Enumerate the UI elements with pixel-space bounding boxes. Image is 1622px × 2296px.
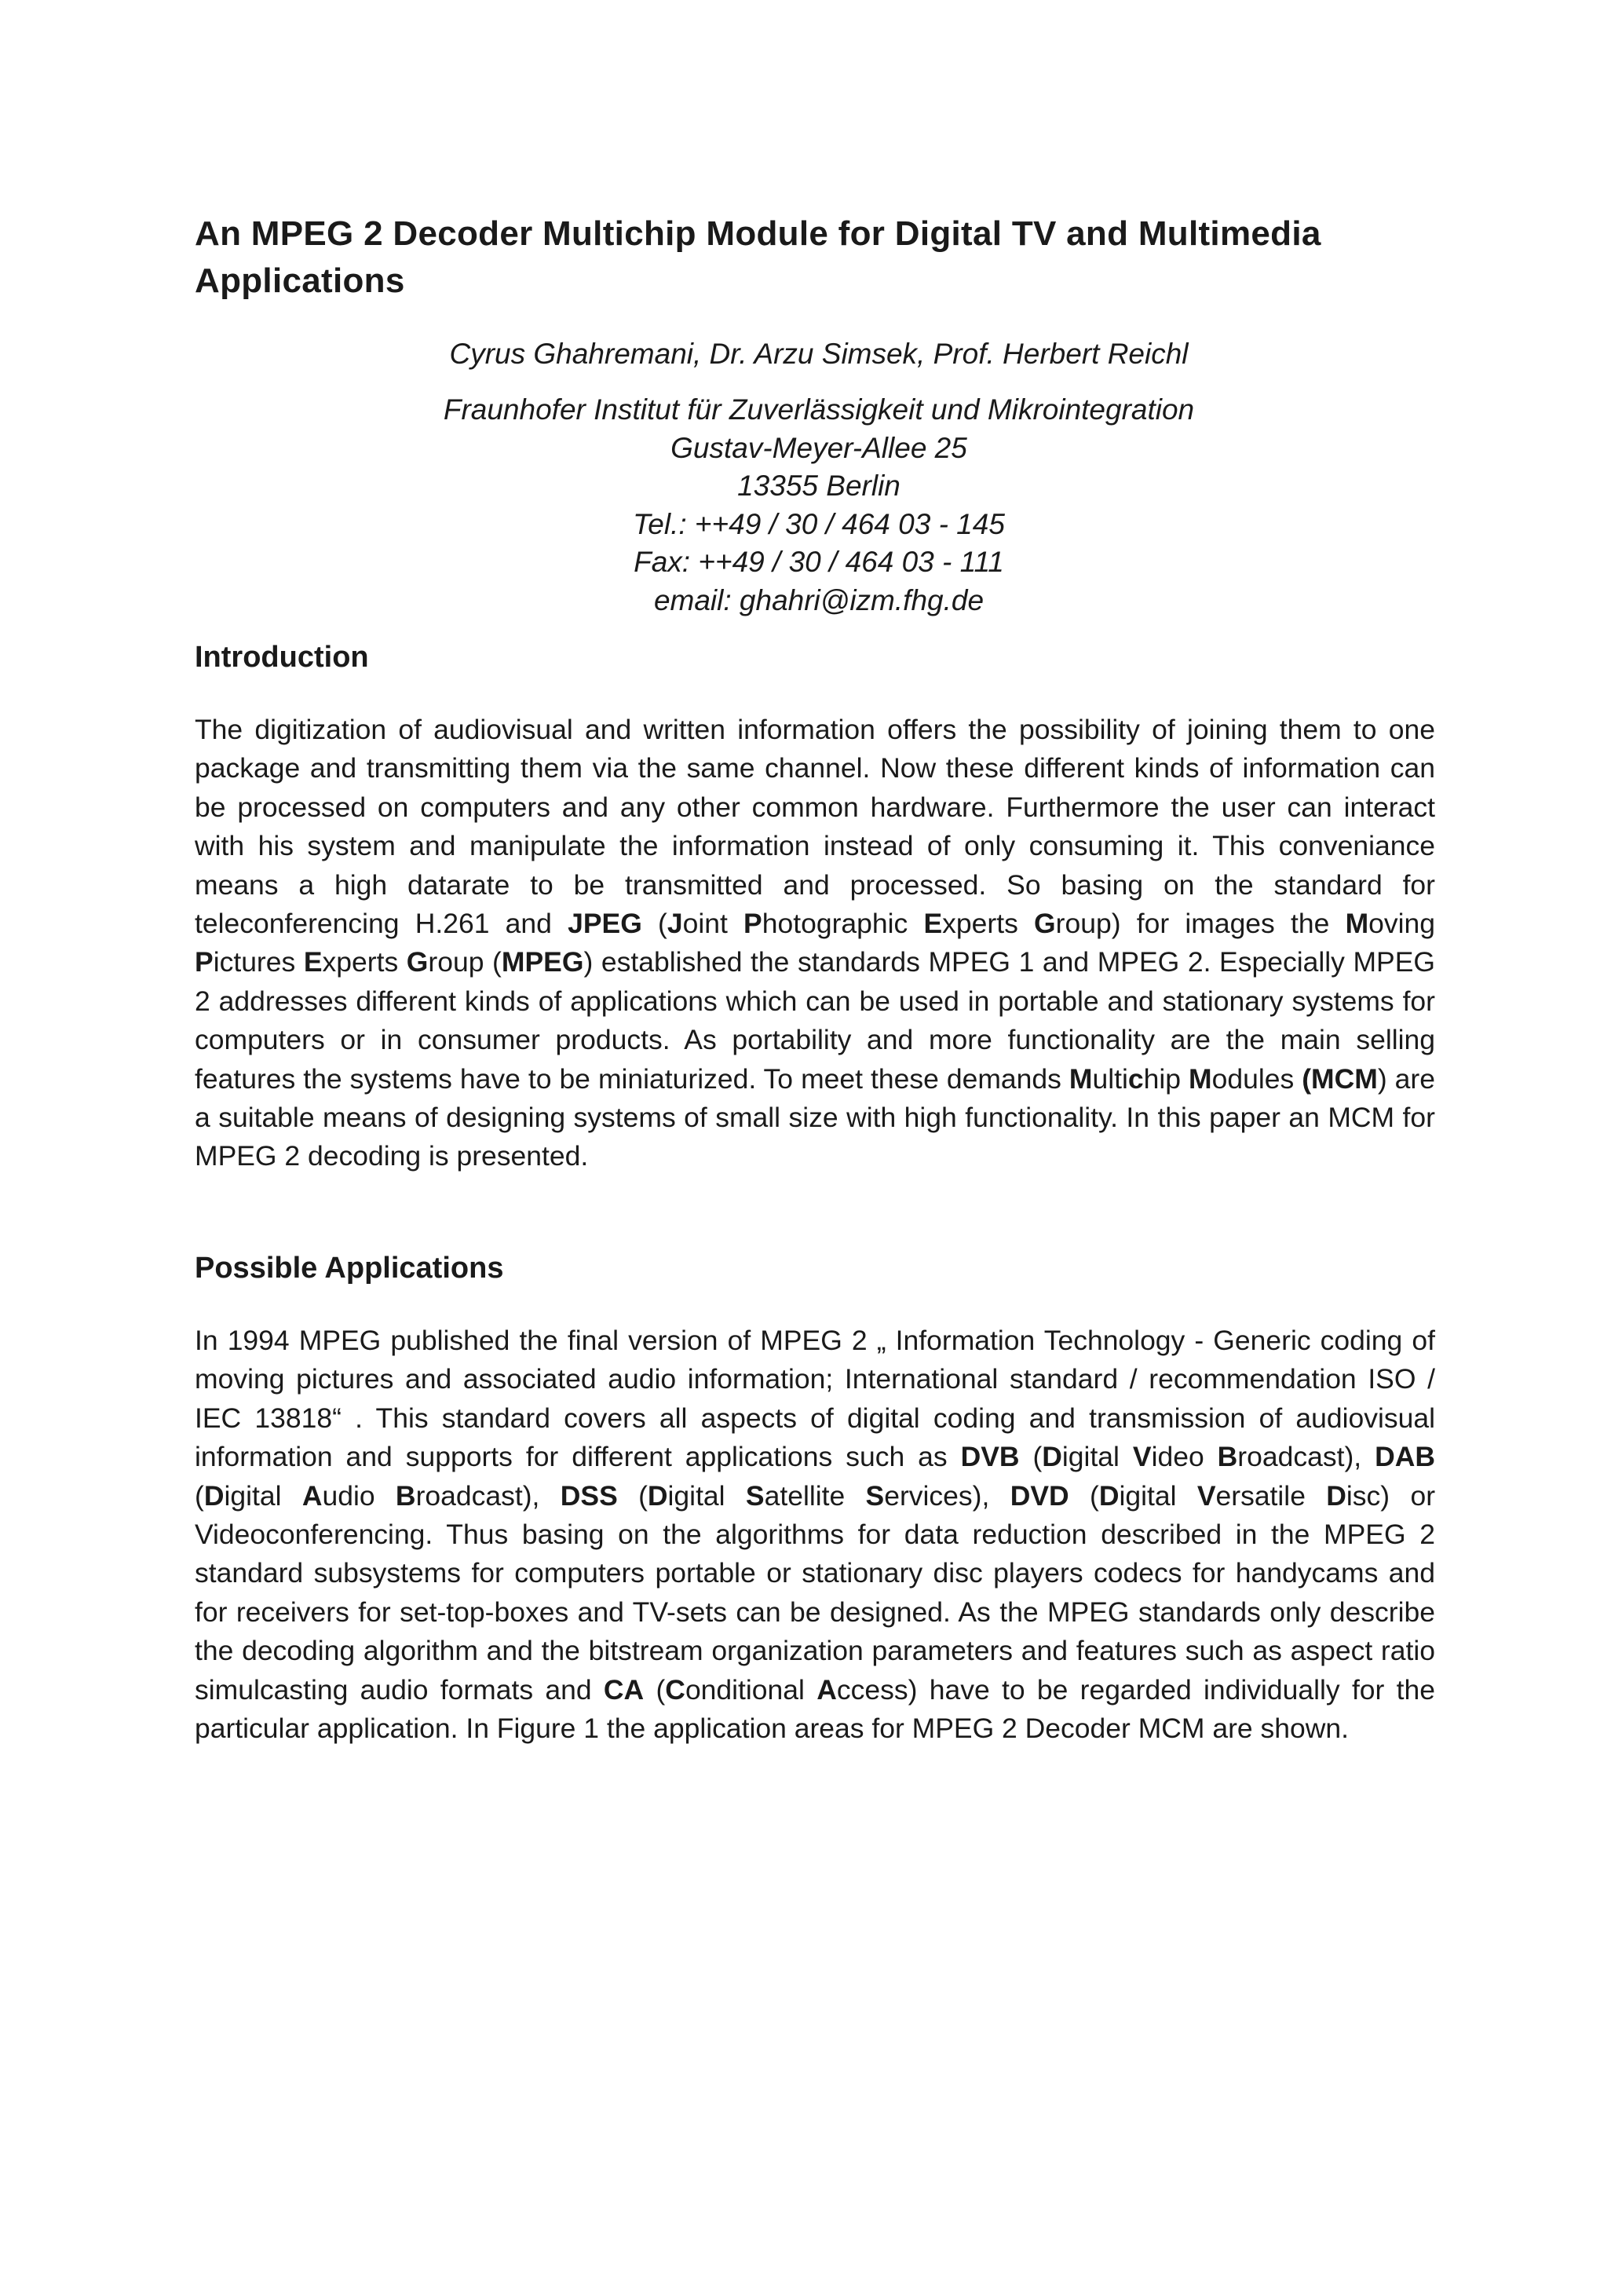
section-heading-possible-applications: Possible Applications <box>195 1252 504 1285</box>
institute-name: Fraunhofer Institut für Zuverlässigkeit und Mikrointegration <box>443 393 1195 426</box>
section-heading-introduction: Introduction <box>195 641 369 674</box>
email: email: ghahri@izm.fhg.de <box>653 583 985 616</box>
telephone: Tel.: ++49 / 30 / 464 03 - 145 <box>633 507 1005 540</box>
authors: Cyrus Ghahremani, Dr. Arzu Simsek, Prof. Herbert Reichl <box>449 338 1189 370</box>
applications-paragraph: In 1994 MPEG published the final version of MPEG 2 „ Information Technology - Generic coding of moving pictures and associated audio information; International standard / recommendation ISO / IEC 13818“ . This standard covers all aspects of digital coding and transmission of audiovisual information and supports for different applications such as DVB (Digital Video Broadcast), DAB (Digital Audio Broadcast), DSS (Digital Satellite Services), DVD (Digital Versatile Disc) or Videoconferencing. Thus basing on the algorithms for data reduction described in the MPEG 2 standard subsystems for computers portable or stationary disc players codecs for handycams and for receivers for set-top-boxes and TV-sets can be designed. As the MPEG standards only describe the decoding algorithm and the bitstream organization parameters and features such as aspect ratio simulcasting audio formats and CA (Conditional Access) have to be regarded individually for the particular application. In Figure 1 the application areas for MPEG 2 Decoder MCM are shown. <box>195 1325 1436 1745</box>
city: 13355 Berlin <box>737 470 901 502</box>
fax: Fax: ++49 / 30 / 464 03 - 111 <box>634 546 1004 578</box>
paper-title: An MPEG 2 Decoder Multichip Module for Digital TV and Multimedia Applications <box>195 214 1321 300</box>
introduction-paragraph: The digitization of audiovisual and written information offers the possibility of joining them to one package and transmitting them via the same channel. Now these different kinds of information can be processed on computers and any other common hardware. Furthermore the user can interact with his system and manipulate the information instead of only consuming it. This conveniance means a high datarate to be transmitted and processed. So basing on the standard for teleconferencing H.261 and JPEG (Joint Photographic Experts Group) for images the Moving Pictures Experts Group (MPEG) established the standards MPEG 1 and MPEG 2. Especially MPEG 2 addresses different kinds of applications which can be used in portable and stationary systems for computers or in consumer products. As portability and more functionality are the main selling features the systems have to be miniaturized. To meet these demands Multichip Modules (MCM) are a suitable means of designing systems of small size with high functionality. In this paper an MCM for MPEG 2 decoding is presented. <box>195 714 1436 1172</box>
street-address: Gustav-Meyer-Allee 25 <box>670 431 967 464</box>
author-affiliation-block <box>195 335 1443 620</box>
